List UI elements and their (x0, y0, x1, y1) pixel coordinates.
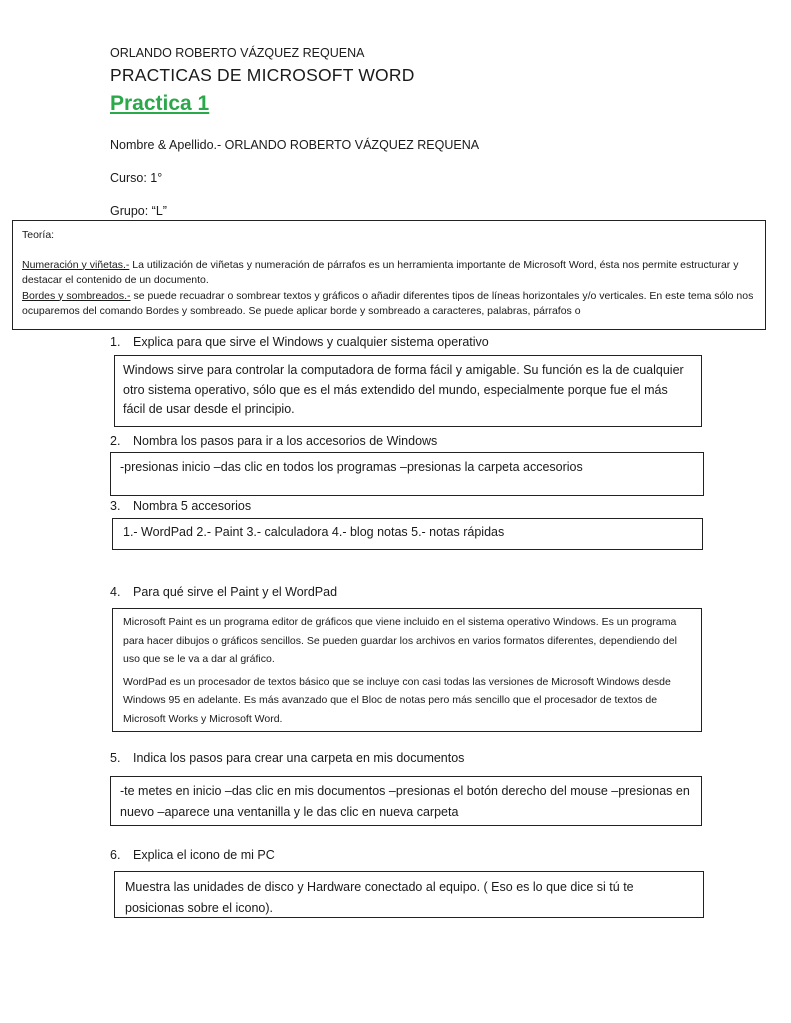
answer-text: -presionas inicio –das clic en todos los programas –presionas la carpeta accesorios (120, 460, 583, 474)
curso-field: Curso: 1° (110, 171, 163, 185)
question-text: Nombra los pasos para ir a los accesorios de Windows (133, 434, 438, 448)
paint-answer: Microsoft Paint es un programa editor de gráficos que viene incluido en el sistema operativo Windows. Es un programa para hacer dibujos o gráficos sencillos. Se pueden guardar los archivos en varios formatos diferentes, dependiendo del uso que se le va a dar al gráfico. (123, 616, 677, 665)
question-text: Explica el icono de mi PC (133, 848, 275, 862)
question-number: 6. (110, 848, 121, 862)
document-title: PRACTICAS DE MICROSOFT WORD (110, 65, 415, 85)
nombre-field: Nombre & Apellido.- ORLANDO ROBERTO VÁZQUEZ REQUENA (110, 138, 480, 152)
question-number: 1. (110, 335, 121, 349)
answer-box-3 (112, 518, 703, 550)
question-number: 3. (110, 499, 121, 513)
question-5 (110, 751, 464, 765)
theory-bordes (22, 289, 756, 320)
answer-box-4 (112, 608, 702, 732)
answer-text: 1.- WordPad 2.- Paint 3.- calculadora 4.- blog notas 5.- notas rápidas (123, 525, 505, 539)
answer-box-6 (114, 871, 704, 918)
question-number: 2. (110, 434, 121, 448)
answer-box-5 (110, 776, 702, 826)
question-number: 4. (110, 585, 121, 599)
answer-box-2 (110, 452, 704, 496)
answer-box-1 (114, 355, 702, 427)
theory-numeracion (22, 258, 756, 289)
question-text: Para qué sirve el Paint y el WordPad (133, 585, 338, 599)
answer-text: -te metes en inicio –das clic en mis documentos –presionas el botón derecho del mouse –presionas en nuevo –aparece una ventanilla y le das clic en nueva carpeta (120, 784, 690, 819)
numeracion-text: La utilización de viñetas y numeración de párrafos es un herramienta importante de Microsoft Word, ésta nos permite estructurar y destacar el contenido de un documento. (22, 258, 739, 286)
question-text: Indica los pasos para crear una carpeta en mis documentos (133, 751, 465, 765)
theory-box (12, 220, 766, 330)
theory-heading: Teoría: (22, 229, 55, 241)
question-number: 5. (110, 751, 121, 765)
answer-text: Muestra las unidades de disco y Hardware conectado al equipo. ( Eso es lo que dice si tú te posicionas sobre el icono). (125, 880, 634, 915)
bordes-text: se puede recuadrar o sombrear textos y gráficos o añadir diferentes tipos de líneas horizontales y/o verticales. En este tema sólo nos ocuparemos del comando Bordes y sombreado. Se puede aplicar borde y sombreado a caracteres, palabras, párrafos o (22, 289, 754, 317)
question-text: Explica para que sirve el Windows y cualquier sistema operativo (133, 335, 489, 349)
wordpad-answer: WordPad es un procesador de textos básico que se incluye con casi todas las versiones de Microsoft Windows desde Windows 95 en adelante. Es más avanzado que el Bloc de notas pero más sencillo que el procesador de textos de Microsoft Works y Microsoft Word. (123, 675, 671, 725)
question-1 (110, 335, 489, 349)
answer-text: Windows sirve para controlar la computadora de forma fácil y amigable. Su función es la de cualquier otro sistema operativo, sólo que es el más extendido del mundo, especialmente porque fue el más fácil de usar desde el principio. (123, 363, 684, 416)
numeracion-term: Numeración y viñetas.- (22, 258, 130, 271)
question-2 (110, 434, 437, 448)
question-4 (110, 585, 337, 599)
question-6 (110, 848, 275, 862)
bordes-term: Bordes y sombreados.- (22, 289, 131, 302)
grupo-field: Grupo: “L” (110, 204, 167, 218)
question-3 (110, 499, 251, 513)
question-text: Nombra 5 accesorios (133, 499, 252, 513)
author-name: ORLANDO ROBERTO VÁZQUEZ REQUENA (110, 46, 365, 60)
practica-heading: Practica 1 (110, 92, 210, 115)
